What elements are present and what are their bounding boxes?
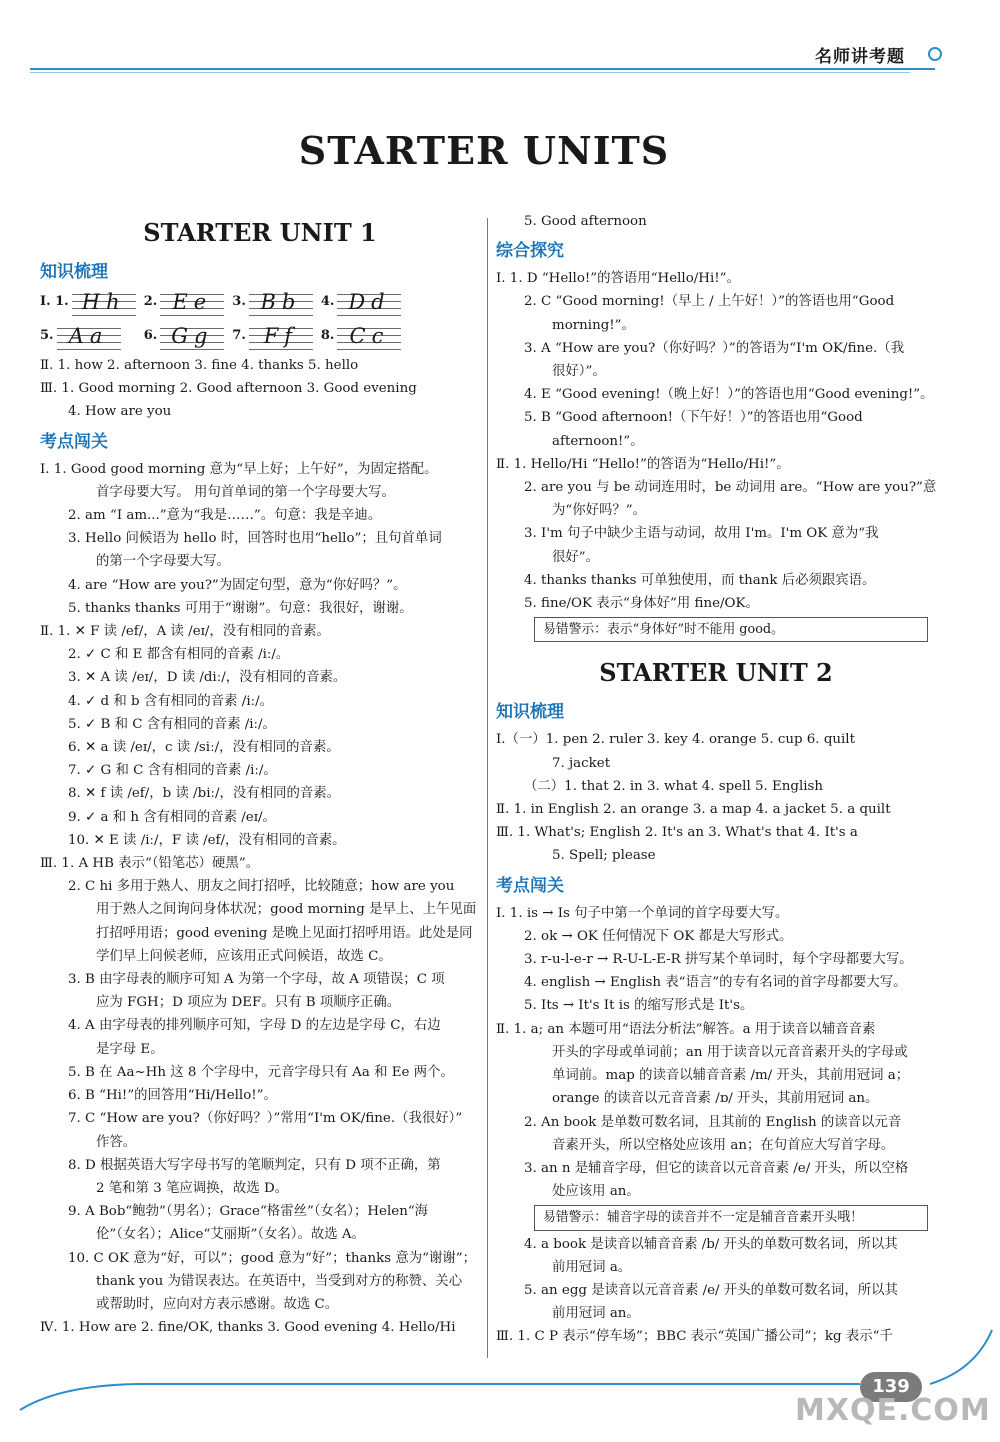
letter-cell (321, 322, 402, 350)
answer-line: 3. B 由字母表的顺序可知 A 为第一个字母，故 A 项错误；C 项 (68, 972, 445, 988)
answer-line: 7. jacket (552, 755, 611, 771)
answer-line: 或帮助时，应向对方表示感谢。故选 C。 (96, 1296, 339, 1312)
answer-line: 前用冠词 a。 (552, 1259, 632, 1275)
letter-cell-number: 8. (320, 328, 335, 344)
answer-line: 4. english → English 表“语言”的专有名词的首字母都要大写。 (524, 975, 907, 991)
page-number: 139 (860, 1372, 922, 1402)
unit2-knowledge-lines (496, 728, 936, 867)
unit2-answer-lines (496, 902, 936, 1204)
circle-icon (928, 47, 942, 61)
answer-line: 7. C “How are you?（你好吗？）”常用“I'm OK/fine.（我很好）” (68, 1111, 463, 1127)
letter-cell (40, 288, 136, 316)
page-header (0, 0, 1000, 80)
letter-cell (232, 322, 313, 350)
answer-line: 10. C OK 意为“好，可以”；good 意为“好”；thanks 意为“谢谢”； (68, 1250, 476, 1266)
answer-line: Ⅱ. 1. ✕ F 读 /ef/，A 读 /eɪ/，没有相同的音素。 (40, 624, 330, 640)
answer-line: 3. ✕ A 读 /eɪ/，D 读 /diː/，没有相同的音素。 (68, 670, 347, 686)
answer-line: 4. ✓ d 和 b 含有相同的音素 /iː/。 (68, 693, 274, 709)
answer-line: （二）1. that 2. in 3. what 4. spell 5. English (524, 778, 824, 794)
letter-cell-number: 6. (143, 328, 158, 344)
answer-line: Ⅲ. 1. Good morning 2. Good afternoon 3. Good evening (40, 381, 417, 397)
letter-cell (321, 288, 402, 316)
answer-line: afternoon!”。 (552, 433, 644, 449)
answer-line: 用于熟人之间询问身体状况；good morning 是早上、上午见面 (96, 902, 477, 918)
handwritten-letter: Ff (249, 322, 313, 350)
answer-line: Ⅱ. 1. how 2. afternoon 3. fine 4. thanks 5. hello (40, 358, 359, 373)
section-heading-explore: 综合探究 (496, 241, 564, 262)
answer-line: 5. B 在 Aa~Hh 这 8 个字母中，元音字母只有 Aa 和 Ee 两个。 (68, 1064, 454, 1080)
answer-line: Ⅰ.（一）1. pen 2. ruler 3. key 4. orange 5. cup 6. quilt (496, 732, 855, 748)
header-title: 名师讲考题 (815, 47, 905, 67)
answer-line: 5. Spell; please (552, 848, 656, 864)
answer-line: Ⅳ. 1. How are 2. fine/OK, thanks 3. Good evening 4. Hello/Hi (40, 1320, 456, 1336)
unit1-section-heading-2: 考点闯关 (40, 431, 108, 452)
answer-line: 3. r-u-l-e-r → R-U-L-E-R 拼写某个单词时，每个字母都要大写。 (524, 952, 913, 968)
answer-line: 前用冠词 an。 (552, 1306, 640, 1322)
answer-line: 7. ✓ G 和 C 含有相同的音素 /iː/。 (68, 763, 277, 779)
column-divider (487, 218, 488, 1358)
answer-line: 5. ✓ B 和 C 含有相同的音素 /iː/。 (68, 716, 276, 732)
answer-line: 是字母 E。 (96, 1041, 164, 1057)
unit1-section-heading: 知识梳理 (40, 262, 108, 282)
right-column (496, 210, 936, 1349)
handwritten-letter: Gg (160, 322, 224, 350)
answer-line: 2 笔和第 3 笔应调换，故选 D。 (96, 1180, 289, 1196)
letter-cell-number: 5. (40, 328, 54, 344)
answer-line: Ⅰ. 1. is → Is 句子中第一个单词的首字母要大写。 (496, 905, 789, 921)
answer-line: 2. am “I am...”意为“我是……”。句意：我是辛迪。 (68, 508, 382, 524)
answer-line: 3. A “How are you?（你好吗？）”的答语为“I'm OK/fine.（我 (524, 340, 905, 356)
letter-cell (40, 322, 136, 350)
answer-line: 6. ✕ a 读 /eɪ/，c 读 /siː/，没有相同的音素。 (68, 740, 340, 756)
answer-line: 2. C “Good morning!（早上 / 上午好！）”的答语也用“Good (524, 294, 895, 310)
handwritten-letter: Dd (337, 288, 401, 316)
answer-line: 音素开头，所以空格处应该用 an；在句首应大写首字母。 (552, 1137, 895, 1153)
mistake-warning-box: 易错警示：表示“身体好”时不能用 good。 (534, 617, 928, 642)
answer-line: 开头的字母或单词前；an 用于读音以元音音素开头的字母或 (552, 1044, 908, 1060)
answer-line: Ⅲ. 1. A HB 表示“（铅笔芯）硬黑”。 (40, 856, 260, 872)
unit1-knowledge-lines (40, 354, 480, 424)
answer-line: 单词前。map 的读音以辅音音素 /m/ 开头，其前用冠词 a； (552, 1068, 910, 1084)
letter-cell-number: 7. (232, 328, 246, 344)
answer-line: 2. ok → OK 任何情况下 OK 都是大写形式。 (524, 928, 793, 944)
unit2-title: STARTER UNIT 2 (599, 658, 833, 688)
answer-line: morning!”。 (552, 317, 635, 333)
answer-line: 处应该用 an。 (552, 1184, 640, 1200)
page-title: STARTER UNITS (298, 128, 670, 173)
answer-line: Ⅱ. 1. Hello/Hi “Hello!”的答语为“Hello/Hi!”。 (496, 456, 790, 472)
header-rule (30, 68, 935, 70)
handwritten-letter: Cc (337, 322, 401, 350)
handwritten-letter: Hh (72, 288, 136, 316)
answer-line: 3. an n 是辅音字母，但它的读音以元音音素 /e/ 开头，所以空格 (524, 1160, 909, 1176)
answer-line: 2. An book 是单数可数名词，且其前的 English 的读音以元音 (524, 1114, 902, 1130)
answer-line: 很好）”。 (552, 364, 606, 380)
answer-line: Ⅲ. 1. What's; English 2. It's an 3. What's that 4. It's a (496, 825, 858, 841)
letter-cell-number: 3. (232, 294, 246, 310)
letter-cell (144, 322, 225, 350)
answer-line: 2. ✓ C 和 E 都含有相同的音素 /iː/。 (68, 647, 290, 663)
letter-cell-number: 2. (143, 294, 158, 310)
answer-line: Ⅰ. 1. D “Hello!”的答语用“Hello/Hi!”。 (496, 271, 740, 287)
answer-line: 伦”（女名）；Alice“艾丽斯”（女名）。故选 A。 (96, 1227, 365, 1243)
unit2-section-heading-2: 考点闯关 (496, 875, 564, 896)
answer-line: 9. ✓ a 和 h 含有相同的音素 /eɪ/。 (68, 809, 276, 825)
answer-line: Ⅲ. 1. C P 表示“停车场”；BBC 表示“英国广播公司”；kg 表示“千 (496, 1329, 893, 1345)
answer-line: 学们早上问候老师，应该用正式问候语，故选 C。 (96, 948, 392, 964)
letter-cell-number: 4. (320, 294, 335, 310)
answer-line: 4. a book 是读音以辅音音素 /b/ 开头的单数可数名词，所以其 (524, 1236, 898, 1252)
unit1-answer-lines (40, 458, 480, 1340)
answer-line: 8. ✕ f 读 /ef/，b 读 /biː/，没有相同的音素。 (68, 786, 341, 802)
letter-cell (144, 288, 225, 316)
answer-line: Ⅰ. 1. Good good morning 意为“早上好；上午好”，为固定搭配。 (40, 461, 438, 477)
answer-line: 打招呼用语；good evening 是晚上见面打招呼用语。此处是同 (96, 925, 473, 941)
handwritten-letter: Ee (160, 288, 224, 316)
answer-line: 5. thanks thanks 可用于“谢谢”。句意：我很好，谢谢。 (68, 600, 413, 616)
answer-line: 4. are “How are you?”为固定句型，意为“你好吗？”。 (68, 577, 407, 593)
answer-line: 很好”。 (552, 549, 600, 565)
answer-line: 6. B “Hi!”的回答用“Hi/Hello!”。 (68, 1088, 277, 1104)
answer-line: 8. D 根据英语大写字母书写的笔顺判定，只有 D 项不正确，第 (68, 1157, 441, 1173)
letter-writing-grid (40, 288, 480, 350)
answer-line: 5. fine/OK 表示“身体好”用 fine/OK。 (524, 596, 759, 612)
answer-line: 5. B “Good afternoon!（下午好！）”的答语也用“Good (524, 410, 863, 426)
header-rule-thin (30, 72, 910, 73)
answer-line: 为“你好吗？”。 (552, 503, 647, 519)
answer-line: 4. How are you (68, 404, 172, 420)
answer-line: 2. C hi 多用于熟人、朋友之间打招呼，比较随意；how are you (68, 879, 455, 895)
answer-line: 应为 FGH；D 项应为 DEF。只有 B 项顺序正确。 (96, 995, 401, 1011)
answer-line: 5. an egg 是读音以元音音素 /e/ 开头的单数可数名词，所以其 (524, 1282, 898, 1298)
answer-line: 3. Hello 问候语为 hello 时，回答时也用“hello”；且句首单词 (68, 531, 442, 547)
answer-line: 10. ✕ E 读 /iː/，F 读 /ef/，没有相同的音素。 (68, 832, 346, 848)
answer-line: orange 的读音以元音音素 /ɒ/ 开头，其前用冠词 an。 (552, 1091, 879, 1107)
answer-line: Ⅱ. 1. in English 2. an orange 3. a map 4. a jacket 5. a quilt (496, 802, 891, 818)
mistake-warning-box-2: 易错警示：辅音字母的读音并不一定是辅音音素开头哦！ (534, 1205, 928, 1230)
explore-answer-lines (496, 267, 936, 615)
left-column (40, 210, 480, 1339)
answer-line: 9. A Bob“鲍勃”（男名）；Grace“格雷丝”（女名）；Helen“海 (68, 1204, 429, 1220)
answer-line: thank you 为错误表达。在英语中，当受到对方的称赞、关心 (96, 1273, 463, 1289)
answer-line: 作答。 (96, 1134, 137, 1150)
letter-cell (232, 288, 313, 316)
answer-line: 5. Good afternoon (524, 214, 647, 229)
handwritten-letter: Bb (249, 288, 313, 316)
unit1-title: STARTER UNIT 1 (143, 218, 377, 247)
answer-line: 5. Its → It's It is 的缩写形式是 It's。 (524, 998, 754, 1014)
answer-line: 4. thanks thanks 可单独使用，而 thank 后必须跟宾语。 (524, 572, 876, 588)
answer-line: Ⅱ. 1. a; an 本题可用“语法分析法”解答。a 用于读音以辅音音素 (496, 1021, 876, 1037)
watermark: MXQE.COM (795, 1393, 991, 1428)
answer-line: 4. E “Good evening!（晚上好！）”的答语也用“Good evening!”。 (524, 387, 934, 403)
unit2-section-heading: 知识梳理 (496, 702, 564, 723)
handwritten-letter: Aa (57, 322, 121, 350)
letter-cell-number: Ⅰ. 1. (40, 294, 69, 310)
answer-line: 首字母要大写。 用句首单词的第一个字母要大写。 (96, 484, 395, 500)
answer-line: 2. are you 与 be 动词连用时，be 动词用 are。“How are you?”意 (524, 480, 937, 496)
answer-line: 3. I'm 句子中缺少主语与动词，故用 I'm。I'm OK 意为“我 (524, 526, 879, 542)
answer-line: 的第一个字母要大写。 (96, 554, 230, 570)
answer-line: 4. A 由字母表的排列顺序可知，字母 D 的左边是字母 C，右边 (68, 1018, 441, 1034)
